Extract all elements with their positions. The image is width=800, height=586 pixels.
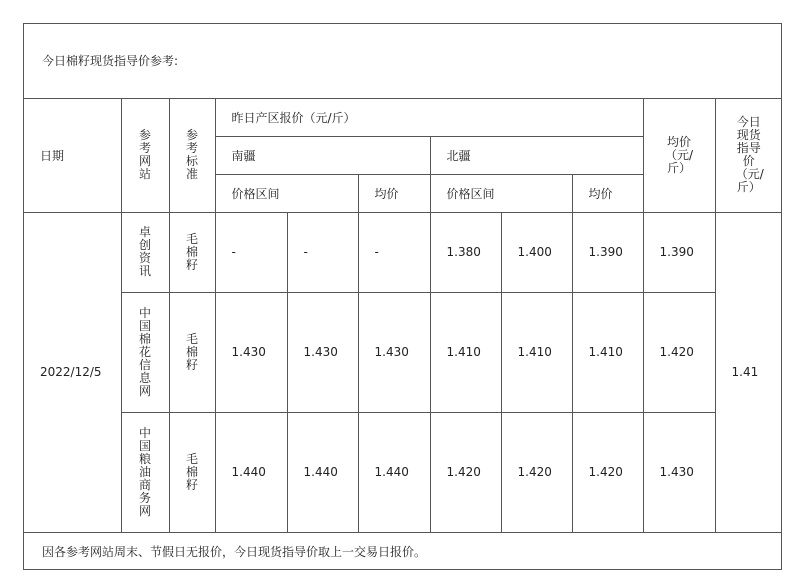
table-row [24,292,782,412]
standard-cell: 毛棉籽 [169,292,215,412]
avg-cell: 1.420 [643,292,715,412]
north-avg-cell: 1.420 [572,412,643,532]
avg-cell: 1.390 [643,212,715,292]
today-price-header: 今日现货指导价（元/斤） [715,99,782,212]
south-avg-cell: - [358,212,430,292]
south-avg-cell: 1.440 [358,412,430,532]
footnote-row [24,532,781,570]
north-high-cell: 1.410 [501,292,572,412]
title-row [24,24,781,99]
footnote-text: 因各参考网站周末、节假日无报价，今日现货指导价取上一交易日报价。 [42,545,427,559]
north-avg-cell: 1.410 [572,292,643,412]
table-row [24,412,782,532]
south-low-cell: - [215,212,287,292]
north-high-cell: 1.420 [501,412,572,532]
site-cell: 中国棉花信息网 [121,292,169,412]
south-high-cell: 1.440 [287,412,358,532]
north-low-cell: 1.380 [430,212,501,292]
north-avg-header: 均价 [572,174,643,212]
site-cell: 中国粮油商务网 [121,412,169,532]
site-header: 参考网站 [121,99,169,212]
average-header: 均价（元/斤） [643,99,715,212]
document-title: 今日棉籽现货指导价参考: [42,54,179,68]
north-high-cell: 1.400 [501,212,572,292]
south-range-header: 价格区间 [215,174,358,212]
today-price-cell: 1.41 [715,212,782,532]
yesterday-price-header: 昨日产区报价（元/斤） [215,99,643,136]
south-low-cell: 1.440 [215,412,287,532]
south-avg-header: 均价 [358,174,430,212]
south-low-cell: 1.430 [215,292,287,412]
avg-cell: 1.430 [643,412,715,532]
north-low-cell: 1.410 [430,292,501,412]
price-document [23,23,782,570]
south-high-cell: 1.430 [287,292,358,412]
standard-header: 参考标准 [169,99,215,212]
south-avg-cell: 1.430 [358,292,430,412]
south-region-header: 南疆 [215,136,430,174]
south-high-cell: - [287,212,358,292]
table-row [24,212,782,292]
date-cell: 2022/12/5 [24,212,121,532]
north-low-cell: 1.420 [430,412,501,532]
date-header: 日期 [24,99,121,212]
north-region-header: 北疆 [430,136,643,174]
site-cell: 卓创资讯 [121,212,169,292]
north-avg-cell: 1.390 [572,212,643,292]
price-table [24,99,782,533]
standard-cell: 毛棉籽 [169,212,215,292]
standard-cell: 毛棉籽 [169,412,215,532]
north-range-header: 价格区间 [430,174,572,212]
